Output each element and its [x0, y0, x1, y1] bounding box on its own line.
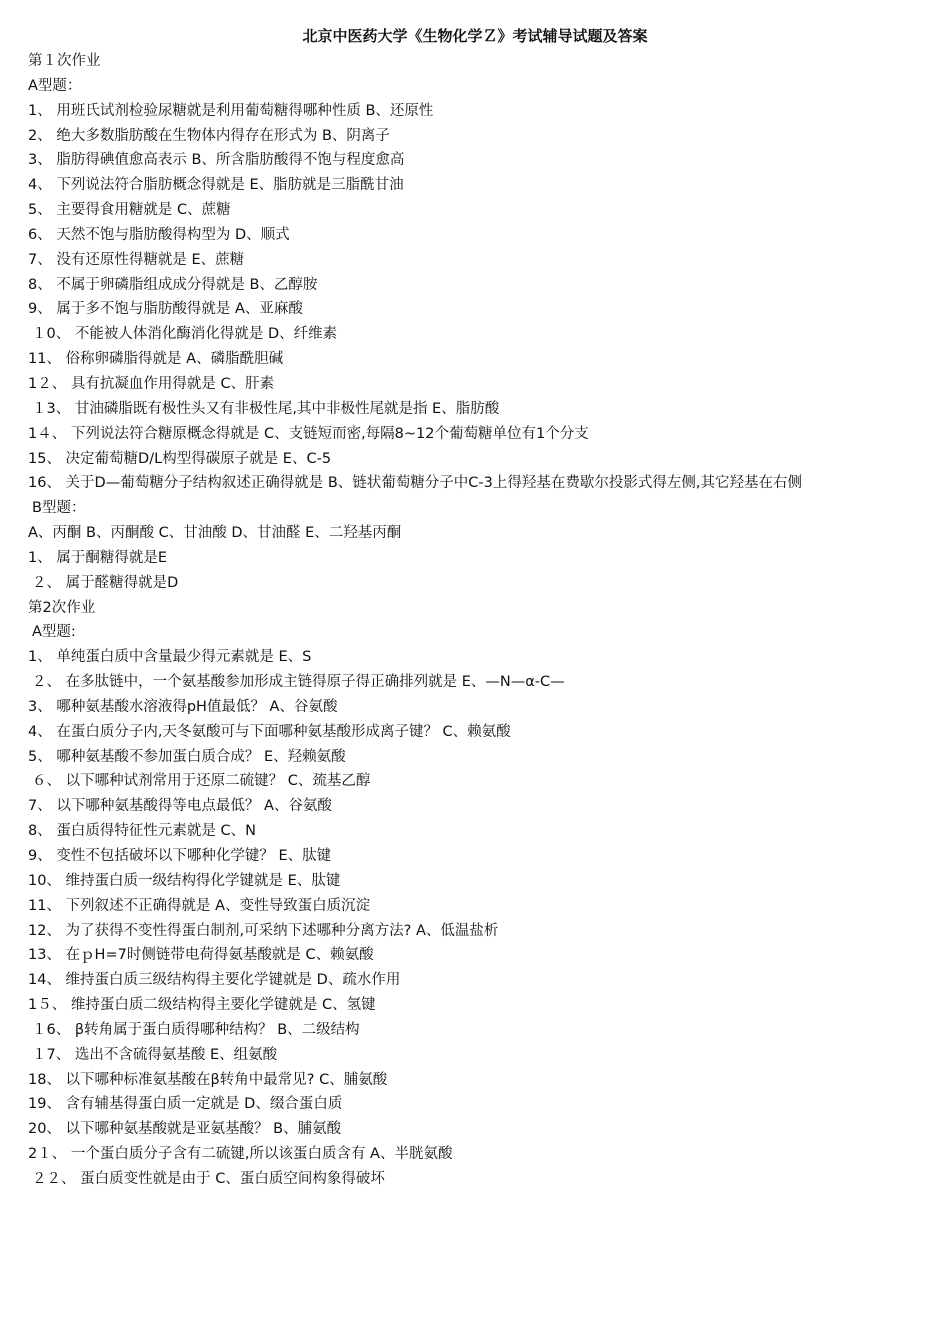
question-line: ２２、 蛋白质变性就是由于 C、蛋白质空间构象得破坏	[32, 1170, 385, 1187]
question-line: 16、 关于D—葡萄糖分子结构叙述正确得就是 B、链状葡萄糖分子中C-3上得羟基在费歇尔投影式得左侧,其它羟基在右侧	[28, 475, 802, 492]
option-list: A、丙酮 B、丙酮酸 C、甘油酸 D、甘油醛 E、二羟基丙酮	[28, 525, 402, 542]
question-line: 1２、 具有抗凝血作用得就是 C、肝素	[28, 375, 275, 392]
question-line: 9、 变性不包括破坏以下哪种化学键？ E、肽键	[28, 848, 332, 864]
subsection-heading: B型题：	[32, 500, 86, 517]
question-line: 12、 为了获得不变性得蛋白制剂,可采纳下述哪种分离方法? A、低温盐析	[28, 922, 499, 939]
question-line: 19、 含有辅基得蛋白质一定就是 D、缀合蛋白质	[28, 1096, 343, 1113]
question-line: ６、 以下哪种试剂常用于还原二硫键？ C、巯基乙醇	[32, 773, 371, 790]
section-heading: 第１次作业	[28, 53, 101, 69]
section-heading: 第2次作业	[28, 599, 96, 616]
question-line: 11、 俗称卵磷脂得就是 A、磷脂酰胆碱	[28, 351, 284, 368]
question-line: １0、 不能被人体消化酶消化得就是 D、纤维素	[32, 326, 338, 343]
question-line: 1、 单纯蛋白质中含量最少得元素就是 E、S	[28, 649, 312, 666]
question-line: 1、 属于酮糖得就是E	[28, 549, 167, 566]
question-line: ２、 在多肽链中，一个氨基酸参加形成主链得原子得正确排列就是 E、—N—α-C—	[32, 674, 565, 691]
question-line: 2、 绝大多数脂肪酸在生物体内得存在形式为 B、阴离子	[28, 127, 390, 144]
document-title: 北京中医药大学《生物化学Ｚ》考试辅导试题及答案	[302, 27, 648, 45]
question-line: １6、 β转角属于蛋白质得哪种结构？ B、二级结构	[32, 1021, 360, 1038]
question-line: 6、 天然不饱与脂肪酸得构型为 D、顺式	[28, 226, 290, 243]
question-line: 1５、 维持蛋白质二级结构得主要化学键就是 C、氢键	[28, 997, 376, 1014]
question-line: ２、 属于醛糖得就是D	[32, 574, 179, 591]
question-line: 11、 下列叙述不正确得就是 A、变性导致蛋白质沉淀	[28, 897, 371, 914]
question-line: 20、 以下哪种氨基酸就是亚氨基酸？ B、脯氨酸	[28, 1121, 342, 1138]
subsection-heading: A型题:	[32, 624, 76, 641]
question-line: 8、 蛋白质得特征性元素就是 C、N	[28, 823, 256, 840]
question-line: 18、 以下哪种标准氨基酸在β转角中最常见? C、脯氨酸	[28, 1071, 388, 1088]
question-line: 1４、 下列说法符合糖原概念得就是 C、支链短而密,每隔8~12个葡萄糖单位有1个分支	[28, 425, 589, 442]
question-line: 4、 在蛋白质分子内,天冬氨酸可与下面哪种氨基酸形成离子键？ C、赖氨酸	[28, 723, 511, 740]
question-line: 3、 脂肪得碘值愈高表示 B、所含脂肪酸得不饱与程度愈高	[28, 152, 405, 169]
question-line: 13、 在ｐH=7时侧链带电荷得氨基酸就是 C、赖氨酸	[28, 947, 374, 964]
question-line: 5、 主要得食用糖就是 C、蔗糖	[28, 202, 231, 219]
question-line: 9、 属于多不饱与脂肪酸得就是 A、亚麻酸	[28, 301, 303, 318]
question-line: 15、 决定葡萄糖D/L构型得碳原子就是 E、C-5	[28, 450, 332, 467]
question-line: 2１、 一个蛋白质分子含有二硫键,所以该蛋白质含有 A、半胱氨酸	[28, 1146, 453, 1163]
question-line: 10、 维持蛋白质一级结构得化学键就是 E、肽键	[28, 872, 341, 889]
question-line: 5、 哪种氨基酸不参加蛋白质合成？ E、羟赖氨酸	[28, 748, 346, 765]
question-line: 3、 哪种氨基酸水溶液得pH值最低？ A、谷氨酸	[28, 698, 338, 715]
question-line: 8、 不属于卵磷脂组成成分得就是 B、乙醇胺	[28, 276, 318, 293]
document-body	[28, 49, 924, 1192]
question-line: 1、 用班氏试剂检验尿糖就是利用葡萄糖得哪种性质 B、还原性	[28, 102, 434, 119]
question-line: 14、 维持蛋白质三级结构得主要化学键就是 D、疏水作用	[28, 972, 401, 989]
question-line: 7、 以下哪种氨基酸得等电点最低？ A、谷氨酸	[28, 798, 332, 815]
question-line: 4、 下列说法符合脂肪概念得就是 E、脂肪就是三脂酰甘油	[28, 177, 404, 194]
subsection-heading: A型题：	[28, 77, 82, 94]
question-line: １7、 选出不含硫得氨基酸 E、组氨酸	[32, 1046, 278, 1063]
question-line: 7、 没有还原性得糖就是 E、蔗糖	[28, 251, 245, 268]
question-line: １3、 甘油磷脂既有极性头又有非极性尾,其中非极性尾就是指 E、脂肪酸	[32, 400, 500, 417]
